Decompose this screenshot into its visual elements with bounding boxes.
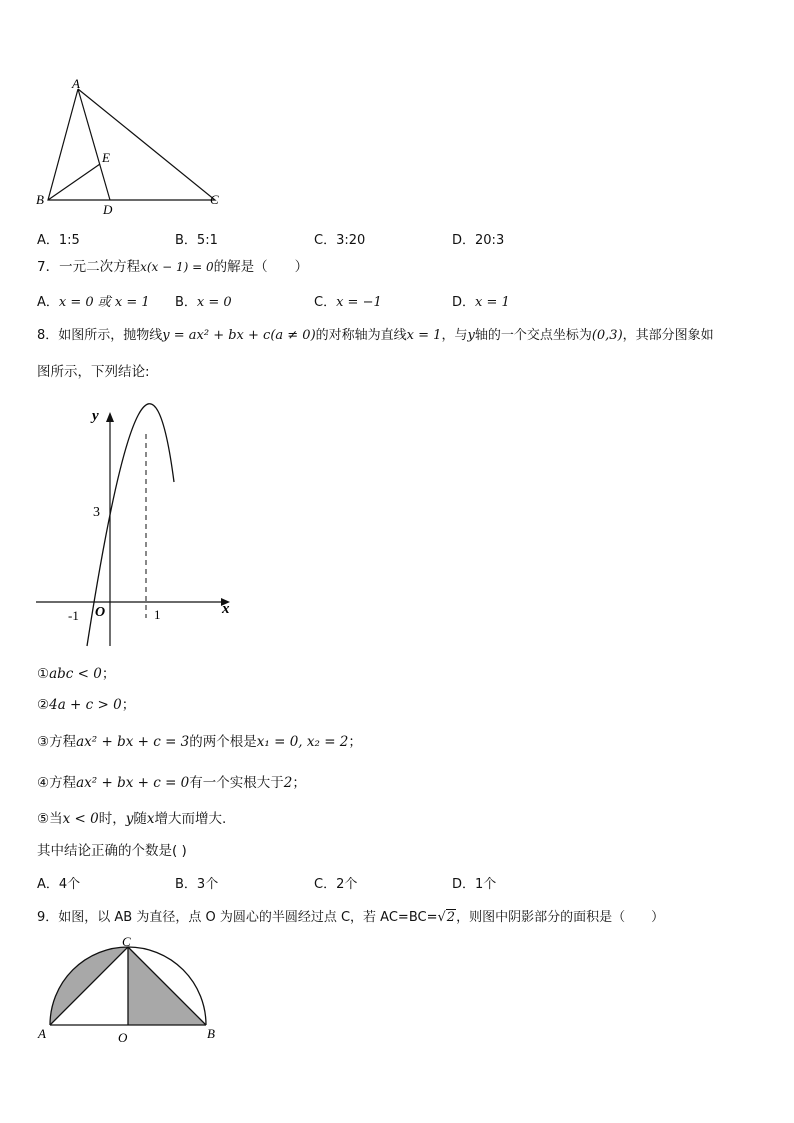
q8-question: 其中结论正确的个数是( ) (37, 843, 187, 859)
q8-conclusion-2: ②4a + c > 0； (37, 697, 136, 713)
q7-stem: 7．一元二次方程x(x − 1) = 0的解是（ ） (37, 259, 309, 275)
y-intercept-label: 3 (93, 505, 100, 520)
q8-option-b[interactable]: B．3个 (175, 877, 219, 892)
y-axis-label: y (92, 408, 99, 424)
q8-conclusion-3: ③方程ax² + bx + c = 3的两个根是x₁ = 0, x₂ = 2； (37, 734, 362, 750)
point-b-label: B (207, 1026, 215, 1041)
q8-option-c[interactable]: C．2个 (314, 877, 358, 892)
q8-conclusion-4: ④方程ax² + bx + c = 0有一个实根大于2； (37, 775, 306, 791)
q6-option-a[interactable]: A．1:5 (37, 233, 80, 248)
q7-option-d[interactable]: D．x = 1 (452, 295, 510, 310)
semicircle-figure (30, 935, 230, 1050)
triangle-figure (30, 78, 230, 218)
point-b-label: B (36, 192, 44, 207)
point-a-label: A (38, 1026, 46, 1041)
q8-stem-line2: 图所示，下列结论: (37, 364, 150, 380)
one-label: 1 (154, 607, 161, 622)
q7-option-c[interactable]: C．x = −1 (314, 295, 382, 310)
q8-option-a[interactable]: A．4个 (37, 877, 81, 892)
point-c-label: C (122, 935, 131, 949)
point-a-label: A (72, 78, 80, 91)
sqrt-symbol: √ (437, 910, 446, 925)
point-e-label: E (102, 150, 110, 165)
q8-option-d[interactable]: D．1个 (452, 877, 497, 892)
q9-stem: 9．如图，以 AB 为直径，点 O 为圆心的半圆经过点 C，若 AC=BC=√2，则图中阴影部分的面积是（ ） (37, 910, 665, 925)
neg-one-label: -1 (68, 608, 79, 623)
q6-option-d[interactable]: D．20:3 (452, 233, 505, 248)
q7-option-a[interactable]: A．x = 0 或 x = 1 (37, 295, 150, 310)
q6-option-c[interactable]: C．3:20 (314, 233, 366, 248)
q8-conclusion-1: ①abc < 0； (37, 666, 116, 682)
x-axis-label: x (222, 601, 230, 617)
origin-label: O (95, 605, 106, 620)
q6-option-b[interactable]: B．5:1 (175, 233, 218, 248)
point-c-label: C (210, 192, 219, 207)
parabola-graph (30, 400, 240, 650)
q8-stem-line1: 8．如图所示，抛物线y = ax² + bx + c(a ≠ 0)的对称轴为直线x = 1，与y轴的一个交点坐标为(0,3)，其部分图象如 (37, 328, 714, 343)
q8-conclusion-5: ⑤当x < 0时，y随x增大而增大. (37, 811, 227, 827)
point-d-label: D (103, 202, 113, 217)
q7-option-b[interactable]: B．x = 0 (175, 295, 232, 310)
point-o-label: O (118, 1030, 128, 1045)
